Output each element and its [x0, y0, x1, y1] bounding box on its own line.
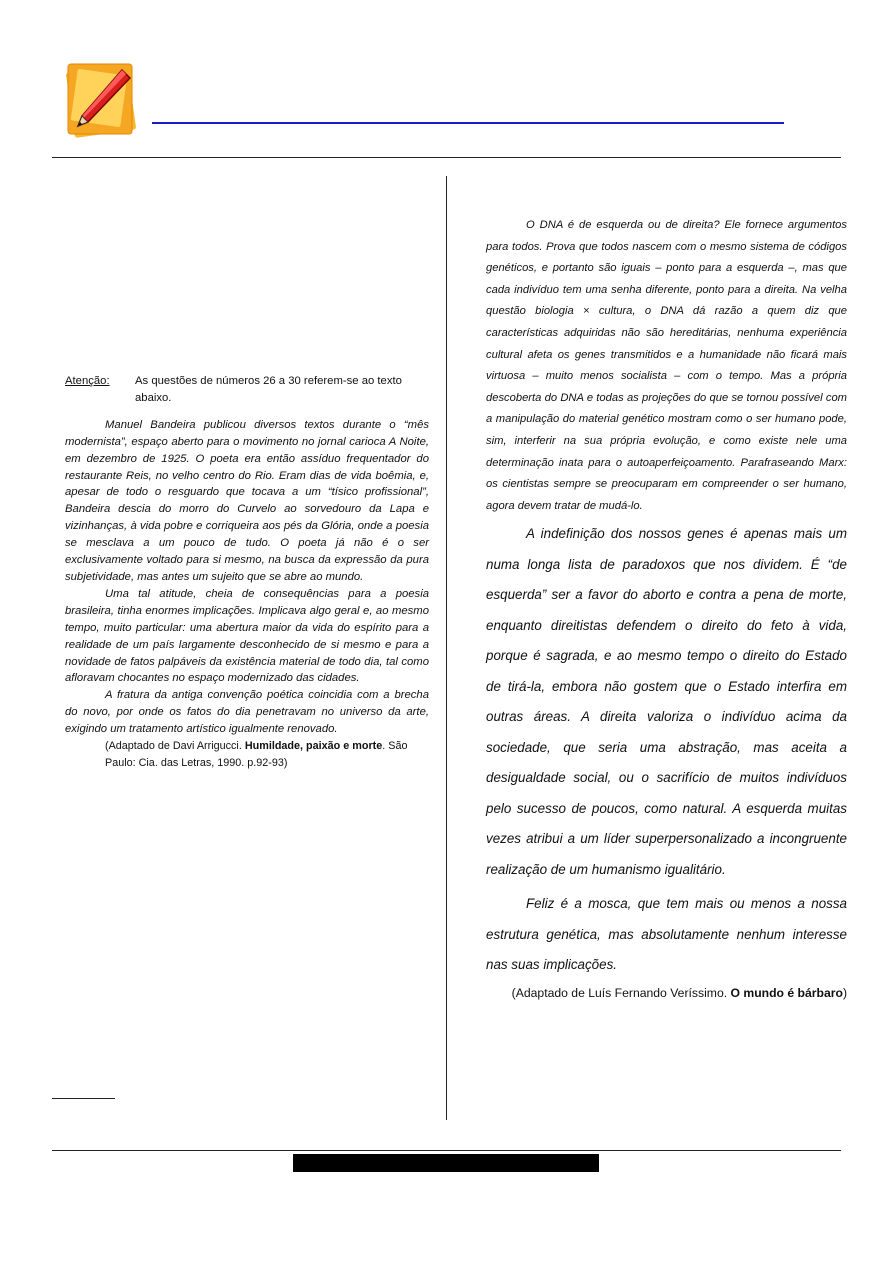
header-divider: [52, 157, 841, 158]
right-paragraph-dna: O DNA é de esquerda ou de direita? Ele fornece argumentos para todos. Prova que todos nascem com o mesmo sistema de códigos genéticos, e portanto são iguais – ponto para a esquerda –, mas que cada indivíduo tem uma senha diferente, ponto para a direita. Na velha questão biologia × cultura, o DNA dá razão a quem diz que características adquiridas não são hereditárias, nenhuma experiência cultural afeta os genes transmitidos e a humanidade não ficará mais virtuosa – muito menos socialista – com o tempo. Mas a própria descoberta do DNA e todas as projeções do que se tornou possível com a manipulação do material genético mostram como o ser humano pode, sim, interferir na sua própria evolução, e como existe nele uma determinação inata para o autoaperfeiçoamento. Parafraseando Marx: os cientistas sempre se preocuparam em compreender o ser humano, agora devem tratar de mudá-lo.: [486, 219, 847, 512]
right-source-citation: (Adaptado de Luís Fernando Veríssimo. O mundo é bárbaro): [511, 985, 847, 1000]
footer-black-bar: [293, 1154, 599, 1172]
header-blue-rule: [152, 122, 784, 124]
left-paragraph-3: A fratura da antiga convenção poética coincidia com a brecha do novo, por onde os fatos do dia penetravam no universo da arte, exigindo um tratamento artístico igualmente renovado.: [65, 689, 429, 736]
left-source-title: Humildade, paixão e morte: [244, 740, 383, 753]
left-paragraph-1: Manuel Bandeira publicou diversos textos durante o “mês modernista”, espaço aberto para o movimento no jornal carioca A Noite, em dezembro de 1925. O poeta era então assíduo frequentador do restaurante Reis, no velho centro do Rio. Eram dias de vida boêmia, e, apesar de todo o resguardo que tocava a um “tísico profissional”, Bandeira descia do morro do Curvelo ao sorvedouro da Lapa e vizinhanças, à vida pobre e corriqueira aos pés da Glória, onde a poesia se mesclava a um pouco de tudo. O poeta já não é o ser exclusivamente voltado para si mesmo, na busca da expressão da pura subjetividade, mas antes um sujeito que se abre ao mundo.: [65, 418, 429, 583]
left-source-citation: (Adaptado de Davi Arrigucci. Humildade, paixão e morte. São Paulo: Cia. das Letras, 1990. p.92-93): [105, 740, 408, 769]
right-paragraph-mosca: Feliz é a mosca, que tem mais ou menos a nossa estrutura genética, mas absolutamente nenhum interesse nas suas implicações.: [486, 896, 847, 973]
attention-note: [65, 373, 429, 407]
column-divider: [446, 176, 447, 1120]
footnote-rule: [52, 1098, 115, 1099]
right-source-title: O mundo é bárbaro: [730, 985, 843, 1000]
left-paragraph-2: Uma tal atitude, cheia de consequências para a poesia brasileira, tinha enormes implicações. Implicava algo geral e, ao mesmo tempo, muito particular: uma abertura maior da vida do espírito para a realidade de um país largamente desconhecido de si mesmo e para a novidade de fatos palpáveis da existência material de todo dia, tal como afloravam chocantes no espaço modernizado das cidades.: [65, 587, 429, 685]
right-paragraph-paradoxes: A indefinição dos nossos genes é apenas mais um numa longa lista de paradoxos que nos dividem. É “de esquerda” ser a favor do aborto e contra a pena de morte, enquanto direitistas defendem o direito do feto à vida, porque é sagrada, e ao mesmo tempo o direito do Estado de tirá-la, embora não gostem que o Estado interfira em outras áreas. A direita valoriza o indivíduo acima da sociedade, que seria uma abstração, mas aceita a desigualdade social, ou o sacrifício de muitos indivíduos pelo sucesso de poucos, como natural. A esquerda muitas vezes atribui a um líder superpersonalizado a incongruente realização de um humanismo igualitário.: [486, 526, 847, 877]
attention-text: As questões de números 26 a 30 referem-se ao texto abaixo.: [135, 375, 402, 404]
attention-label: Atenção:: [65, 375, 110, 387]
right-column: [486, 215, 847, 1000]
footer-divider: [52, 1150, 841, 1151]
pencil-logo-icon: [64, 60, 138, 140]
left-column: [65, 373, 429, 772]
